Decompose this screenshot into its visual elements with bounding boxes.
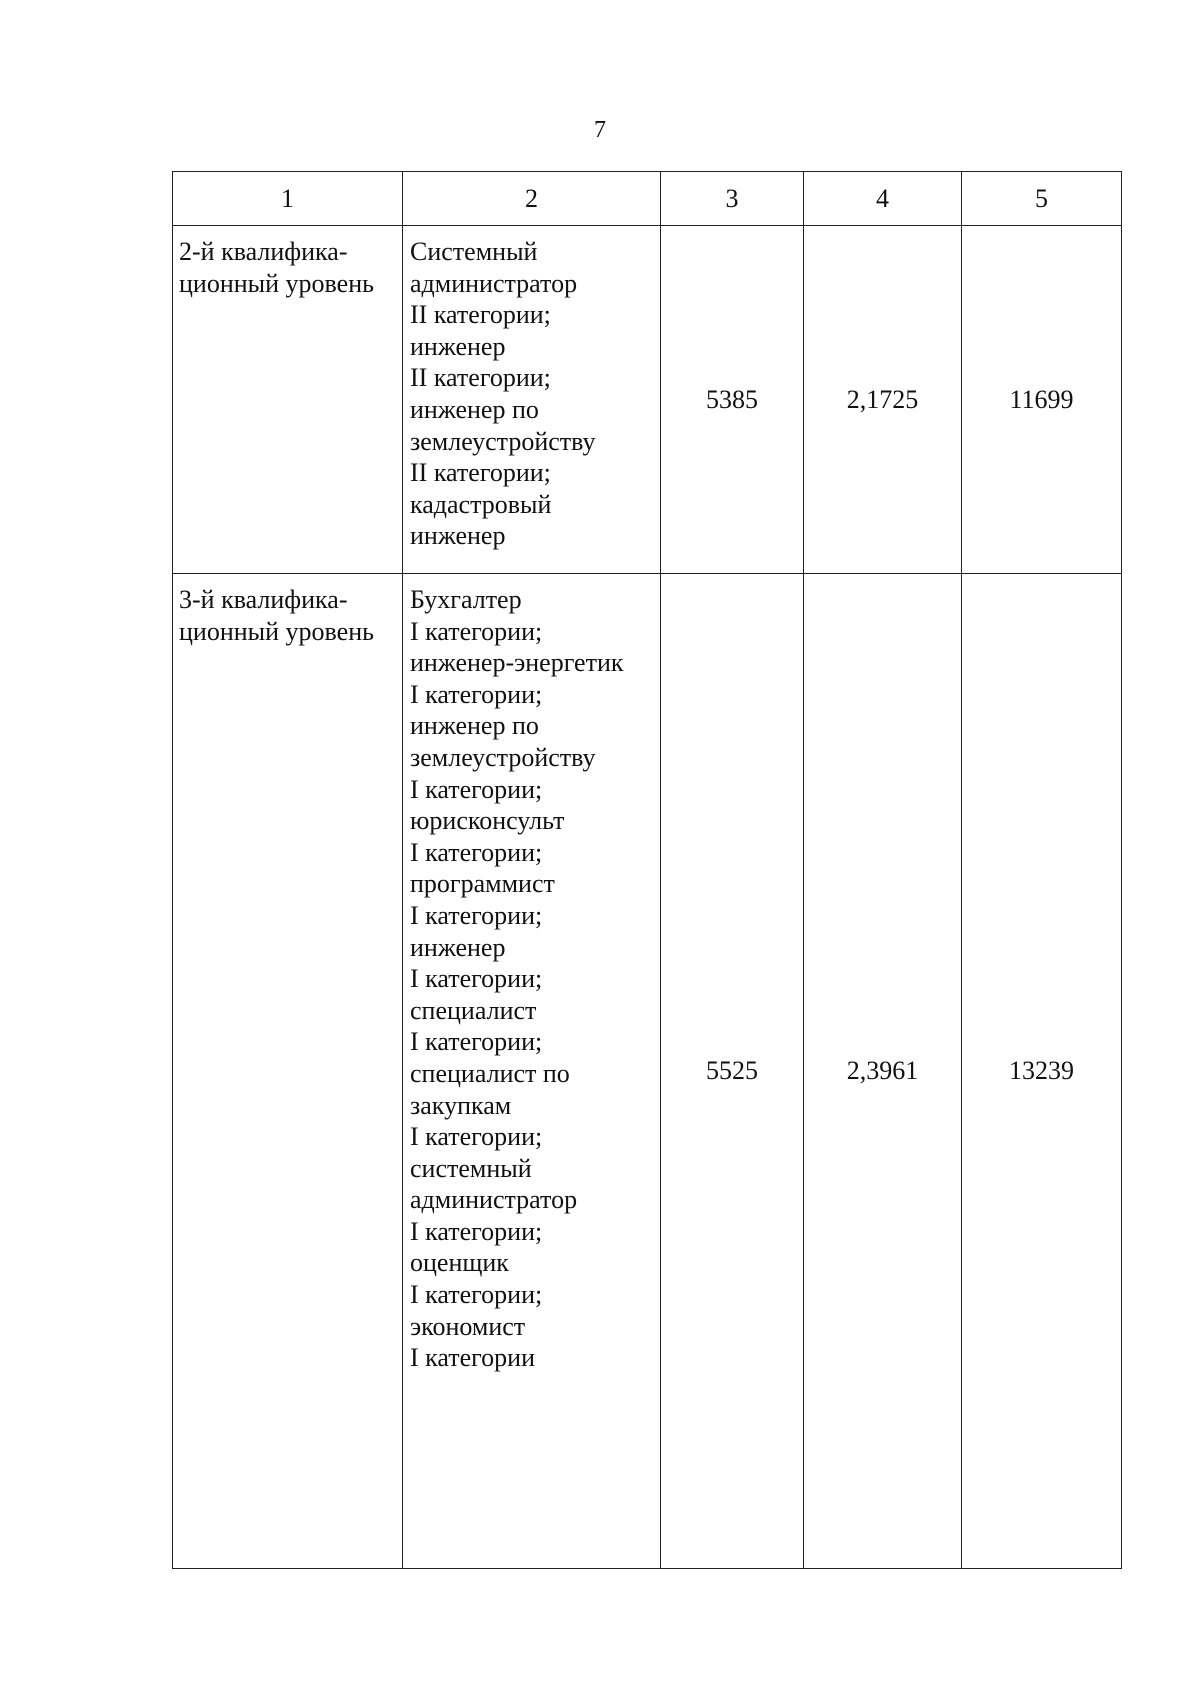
position-text: инженер по — [410, 394, 539, 424]
position-text: специалист — [410, 995, 537, 1025]
position-text: I категории; — [410, 964, 543, 994]
position-text: инженер — [410, 521, 506, 551]
column-5-value: 13239 — [962, 574, 1122, 1569]
position-text: I категории; — [410, 1216, 543, 1246]
position-text: юрисконсульт — [410, 806, 565, 836]
position-text: администратор — [410, 268, 578, 298]
position-text: инженер — [410, 932, 506, 962]
column-3-value: 5525 — [661, 574, 804, 1569]
position-text: системный — [410, 1153, 532, 1183]
position-text: закупкам — [410, 1090, 512, 1120]
positions-cell — [403, 574, 661, 1569]
position-text: инженер-энергетик — [410, 648, 624, 678]
column-3-value: 5385 — [661, 226, 804, 574]
position-text: инженер — [410, 331, 506, 361]
column-4-value: 2,3961 — [804, 574, 962, 1569]
qualification-level-cell — [173, 574, 403, 1569]
position-text: кадастровый — [410, 489, 552, 519]
position-text: I категории; — [410, 837, 543, 867]
position-text: программист — [410, 869, 555, 899]
column-header-1: 1 — [173, 172, 403, 226]
position-text: II категории; — [410, 363, 551, 393]
qualification-level-text: 2-й квалифика- — [179, 237, 348, 266]
position-text: Системный — [410, 237, 538, 266]
table-row — [173, 574, 1122, 1569]
position-text: экономист — [410, 1311, 526, 1341]
column-5-value: 11699 — [962, 226, 1122, 574]
qualification-level-text: ционный уровень — [179, 616, 374, 646]
position-text: II категории; — [410, 300, 551, 330]
column-header-2: 2 — [403, 172, 661, 226]
position-text: оценщик — [410, 1248, 509, 1278]
position-text: I категории; — [410, 774, 543, 804]
qualification-level-text: 3-й квалифика- — [179, 585, 348, 614]
qualification-level-cell — [173, 226, 403, 574]
positions-cell — [403, 226, 661, 574]
table-row — [173, 226, 1122, 574]
position-text: I категории — [410, 1343, 536, 1373]
column-header-4: 4 — [804, 172, 962, 226]
column-header-5: 5 — [962, 172, 1122, 226]
table-header-row — [173, 172, 1122, 226]
position-text: I категории; — [410, 1280, 543, 1310]
position-text: I категории; — [410, 900, 543, 930]
position-text: специалист по — [410, 1058, 570, 1088]
column-4-value: 2,1725 — [804, 226, 962, 574]
column-header-3: 3 — [661, 172, 804, 226]
position-text: I категории; — [410, 616, 543, 646]
position-text: I категории; — [410, 679, 543, 709]
page-number: 7 — [594, 117, 606, 143]
position-text: Бухгалтер — [410, 585, 522, 614]
position-text: I категории; — [410, 1122, 543, 1152]
qualification-level-text: ционный уровень — [179, 268, 374, 298]
position-text: I категории; — [410, 1027, 543, 1057]
position-text: II категории; — [410, 458, 551, 488]
position-text: инженер по — [410, 711, 539, 741]
position-text: землеустройству — [410, 426, 596, 456]
salary-table — [172, 171, 1122, 1569]
position-text: землеустройству — [410, 742, 596, 772]
position-text: администратор — [410, 1185, 578, 1215]
